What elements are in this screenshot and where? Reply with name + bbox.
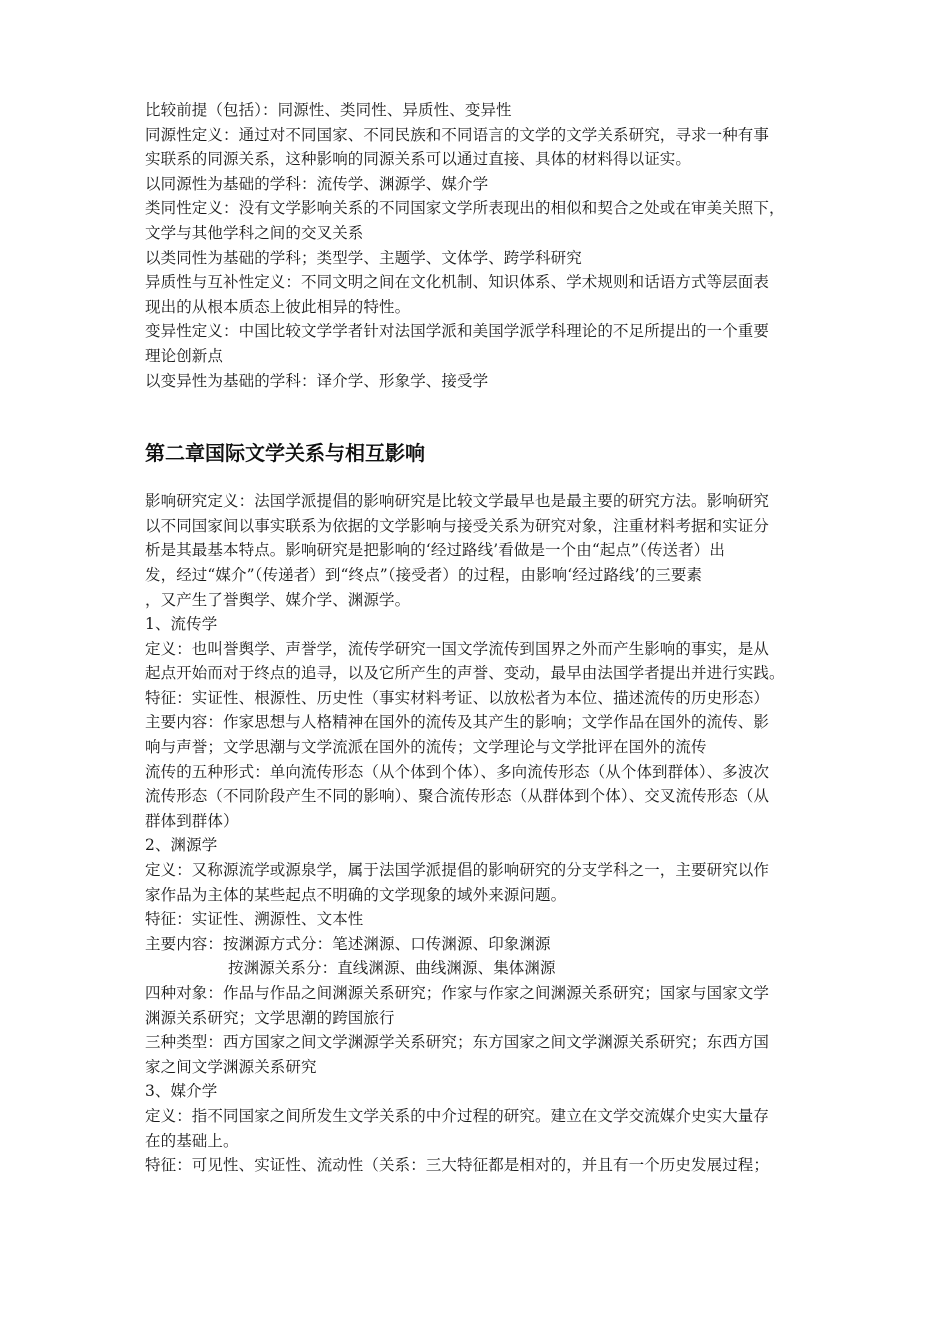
text-line: 发，经过“媒介”（传递者）到“终点”（接受者）的过程，由影响‘经过路线’的三要素 — [145, 565, 703, 584]
text-line: 流传的五种形式：单向流传形态（从个体到个体）、多向流传形态（从个体到群体）、多波次 — [145, 762, 770, 781]
document-page — [145, 98, 817, 1178]
text-line: 异质性与互补性定义：不同文明之间在文化机制、知识体系、学术规则和话语方式等层面表 — [145, 273, 770, 292]
text-line: 四种对象：作品与作品之间渊源关系研究；作家与作家之间渊源关系研究；国家与国家文学 — [145, 984, 770, 1002]
text-line: ，又产生了誉舆学、媒介学、渊源学。 — [145, 590, 411, 609]
text-line: 响与声誉；文学思潮与文学流派在国外的流传；文学理论与文学批评在国外的流传 — [145, 738, 707, 757]
subsection-title: 1、流传学 — [145, 615, 218, 634]
text-line: 现出的从根本质态上彼此相异的特性。 — [145, 297, 411, 316]
text-line: 定义：也叫誉舆学、声誉学，流传学研究一国文学流传到国界之外而产生影响的事实，是从 — [145, 639, 770, 658]
text-line: 文学与其他学科之间的交叉关系 — [145, 223, 364, 242]
text-line: 析是其最基本特点。影响研究是把影响的‘经过路线’看做是一个由“起点”（传送者）出 — [145, 541, 725, 560]
text-line: 以变异性为基础的学科：译介学、形象学、接受学 — [145, 371, 489, 390]
text-line: 群体到群体） — [145, 811, 239, 830]
text-line: 主要内容：作家思想与人格精神在国外的流传及其产生的影响；文学作品在国外的流传、影 — [145, 713, 770, 732]
text-line: 三种类型：西方国家之间文学渊源学关系研究；东方国家之间文学渊源关系研究；东西方国 — [145, 1033, 770, 1052]
text-line: 主要内容：按渊源方式分：笔述渊源、口传渊源、印象渊源 — [145, 934, 551, 953]
text-line: 起点开始而对于终点的追寻，以及它所产生的声誉、变动，最早由法国学者提出并进行实践。 — [145, 664, 785, 683]
section-comparison-premises — [145, 98, 817, 393]
text-line: 同源性定义：通过对不同国家、不同民族和不同语言的文学的文学关系研究，寻求一种有事 — [145, 125, 770, 144]
spacer — [145, 393, 817, 439]
text-line: 定义：又称源流学或源泉学，属于法国学派提倡的影响研究的分支学科之一，主要研究以作 — [145, 861, 770, 880]
text-line: 流传形态（不同阶段产生不同的影响）、聚合流传形态（从群体到个体）、交叉流传形态（从 — [145, 787, 770, 806]
text-line: 理论创新点 — [145, 346, 224, 365]
text-line: 在的基础上。 — [145, 1131, 239, 1150]
text-line: 影响研究定义：法国学派提倡的影响研究是比较文学最早也是最主要的研究方法。影响研究 — [145, 492, 770, 511]
text-line: 以同源性为基础的学科：流传学、渊源学、媒介学 — [145, 174, 489, 193]
text-line: 特征：实证性、溯源性、文本性 — [145, 910, 364, 929]
chapter-heading: 第二章国际文学关系与相互影响 — [145, 441, 425, 466]
text-line: 定义：指不同国家之间所发生文学关系的中介过程的研究。建立在文学交流媒介史实大量存 — [145, 1106, 770, 1125]
text-line: 变异性定义：中国比较文学学者针对法国学派和美国学派学科理论的不足所提出的一个重要 — [145, 322, 770, 341]
text-line: 家作品为主体的某些起点不明确的文学现象的域外来源问题。 — [145, 885, 567, 904]
text-line: 以类同性为基础的学科；类型学、主题学、文体学、跨学科研究 — [145, 248, 582, 267]
subsection-title: 2、渊源学 — [145, 836, 218, 855]
text-line: 以不同国家间以事实联系为依据的文学影响与接受关系为研究对象，注重材料考据和实证分 — [145, 516, 770, 535]
text-line: 比较前提（包括）：同源性、类同性、异质性、变异性 — [145, 101, 512, 119]
text-line: 家之间文学渊源关系研究 — [145, 1057, 317, 1076]
text-line: 特征：可见性、实证性、流动性（关系：三大特征都是相对的，并且有一个历史发展过程； — [145, 1156, 770, 1175]
text-line: 渊源关系研究；文学思潮的跨国旅行 — [145, 1008, 395, 1027]
section-chapter2-body — [145, 489, 817, 1178]
text-line-indented: 按渊源关系分：直线渊源、曲线渊源、集体渊源 — [228, 959, 556, 978]
text-line: 特征：实证性、根源性、历史性（事实材料考证、以放松者为本位、描述流传的历史形态） — [145, 688, 770, 707]
text-line: 实联系的同源关系，这种影响的同源关系可以通过直接、具体的材料得以证实。 — [145, 150, 692, 169]
subsection-title: 3、媒介学 — [145, 1082, 218, 1101]
text-line: 类同性定义：没有文学影响关系的不同国家文学所表现出的相似和契合之处或在审美关照下， — [145, 199, 785, 218]
